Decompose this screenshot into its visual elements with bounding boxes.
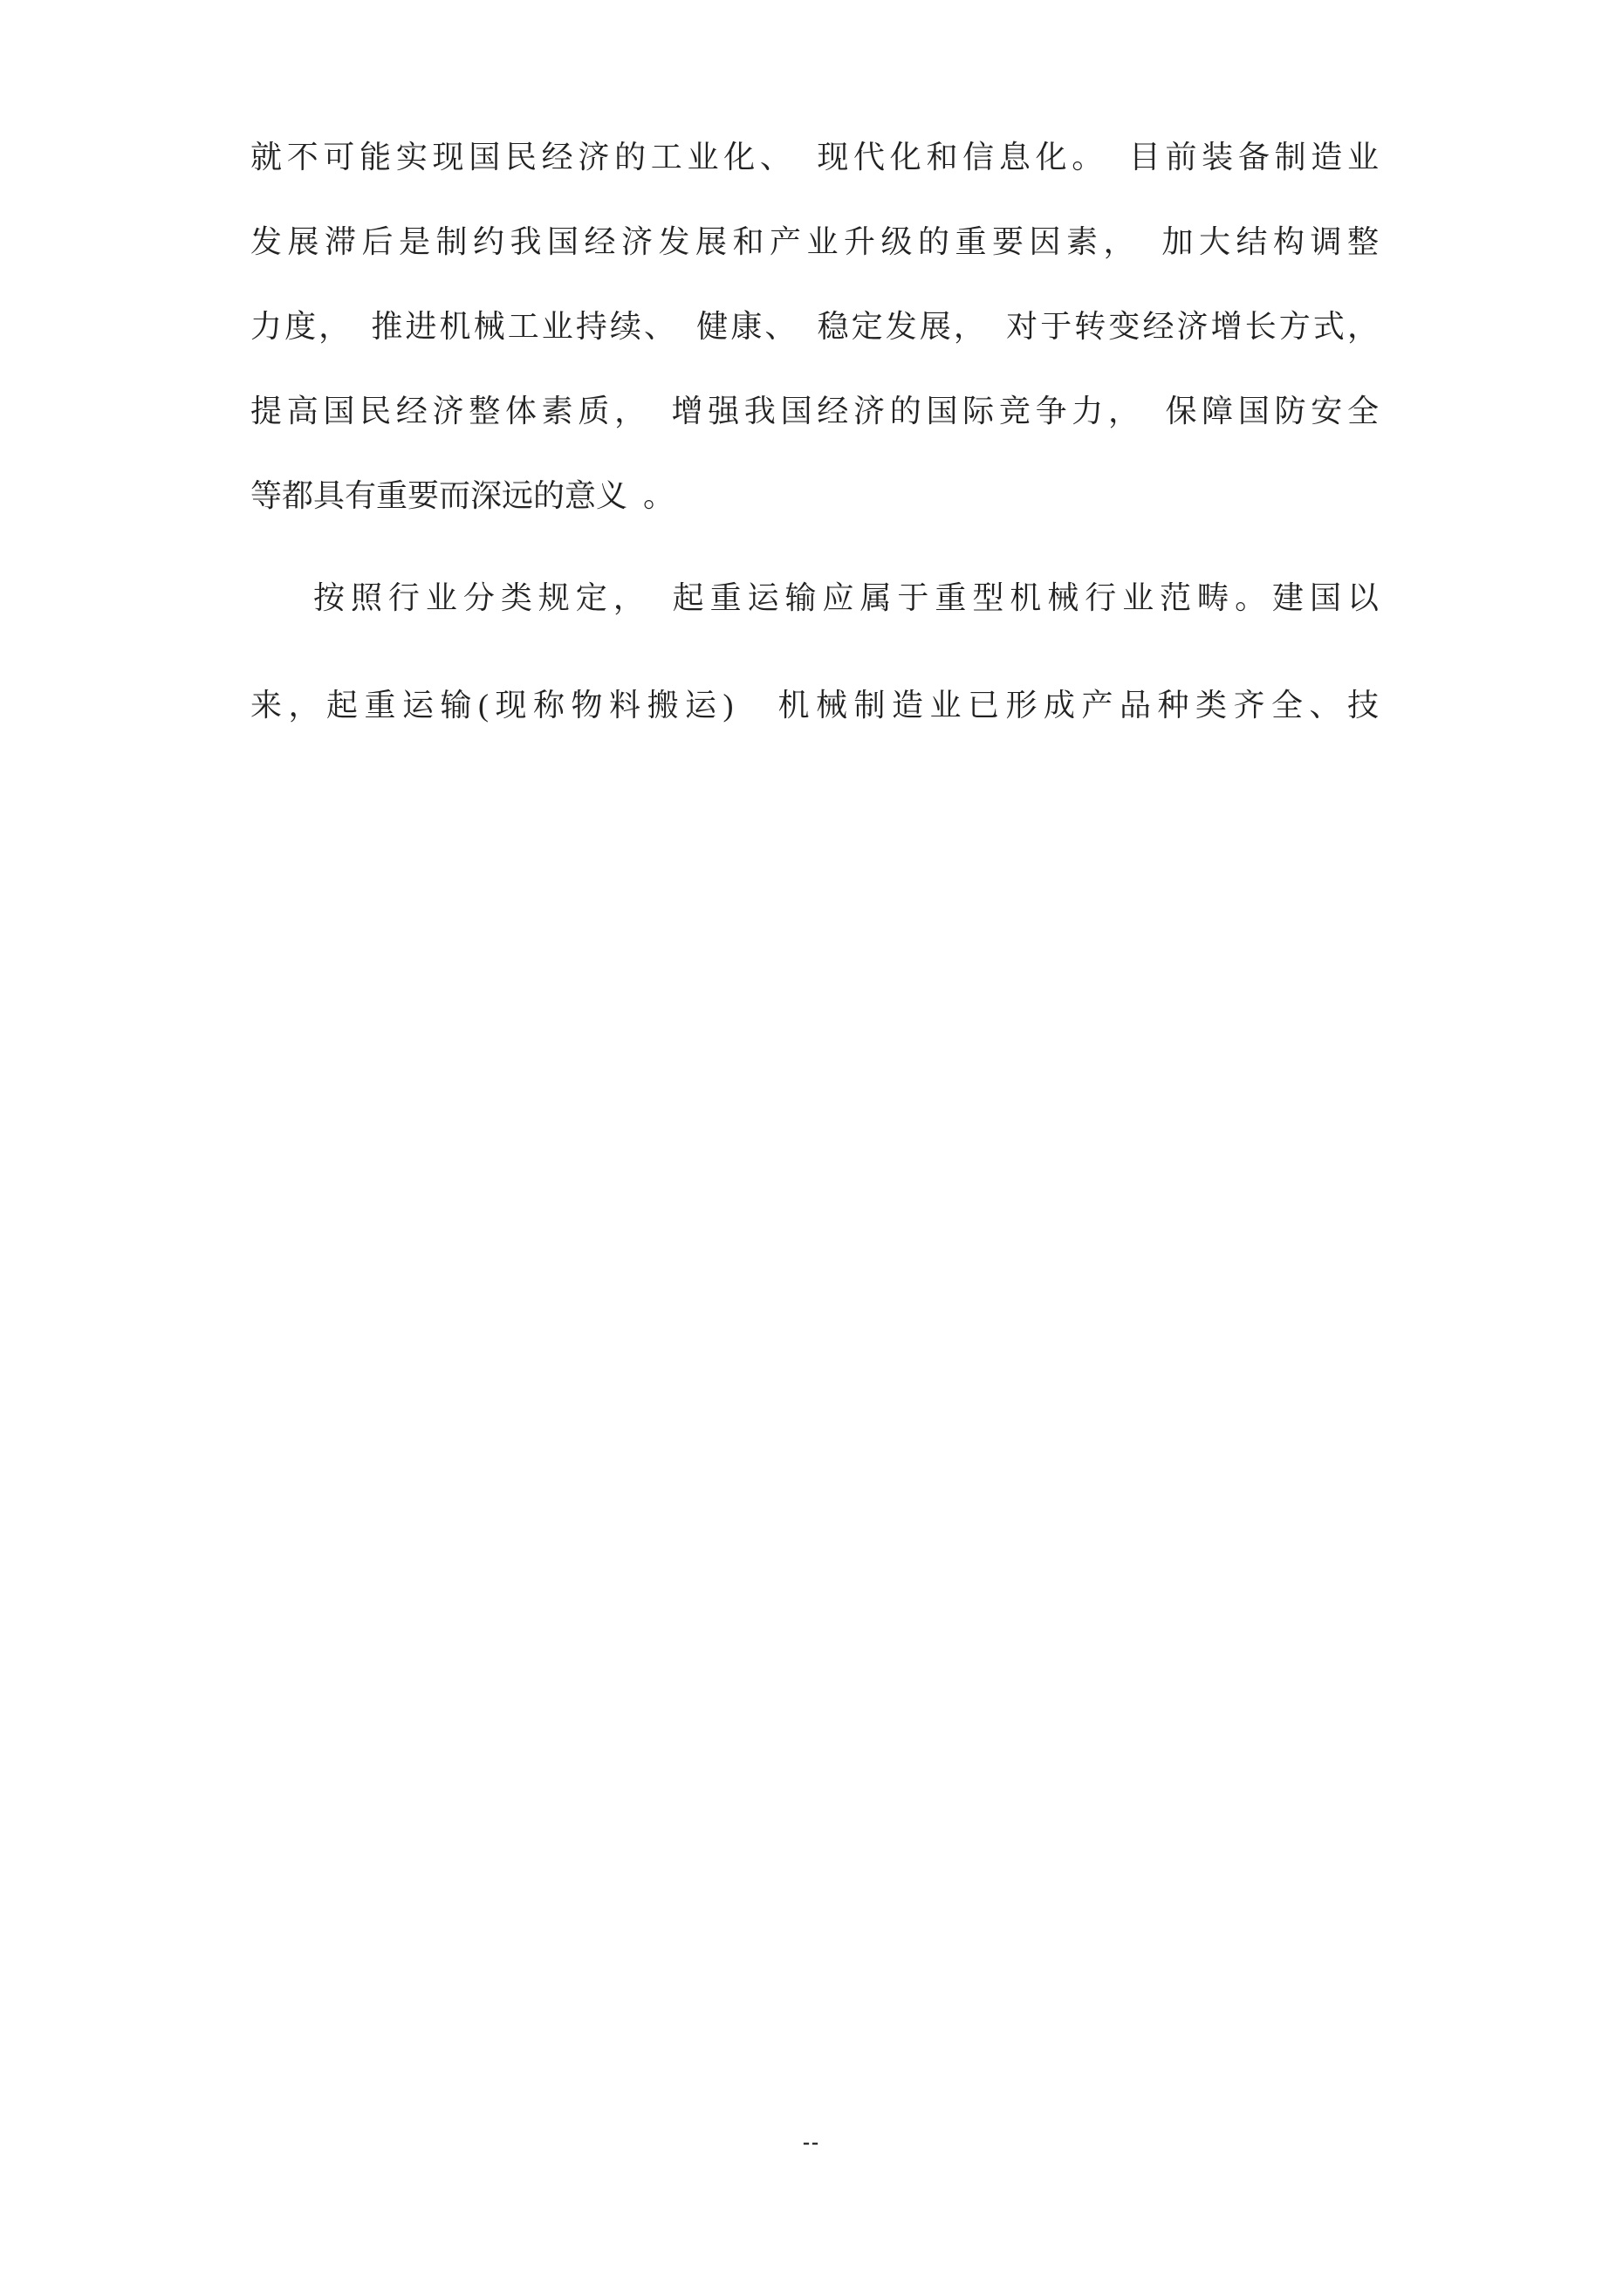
paragraph-1-line-1: 就不可能实现国民经济的工业化、 现代化和信息化。 目前装备制造业 (250, 140, 1379, 175)
paragraph-1-line-3: 力度， 推进机械工业持续、 健康、 稳定发展， 对于转变经济增长方式， (250, 309, 1379, 344)
paragraph-1-line-2: 发展滞后是制约我国经济发展和产业升级的重要因素， 加大结构调整 (250, 224, 1379, 259)
paragraph-1-line-5: 等都具有重要而深远的意义 。 (250, 478, 675, 513)
paragraph-2-line-2: 来，起重运输(现称物料搬运) 机械制造业已形成产品种类齐全、技 (250, 688, 1379, 723)
paragraph-1 (250, 115, 1379, 538)
paragraph-2 (250, 545, 1379, 759)
paragraph-2-line-1: 按照行业分类规定， 起重运输应属于重型机械行业范畴。建国以 (313, 580, 1379, 615)
page-number-placeholder: -- (803, 2131, 820, 2154)
paragraph-1-line-4: 提高国民经济整体素质， 增强我国经济的国际竞争力， 保障国防安全 (250, 394, 1379, 428)
